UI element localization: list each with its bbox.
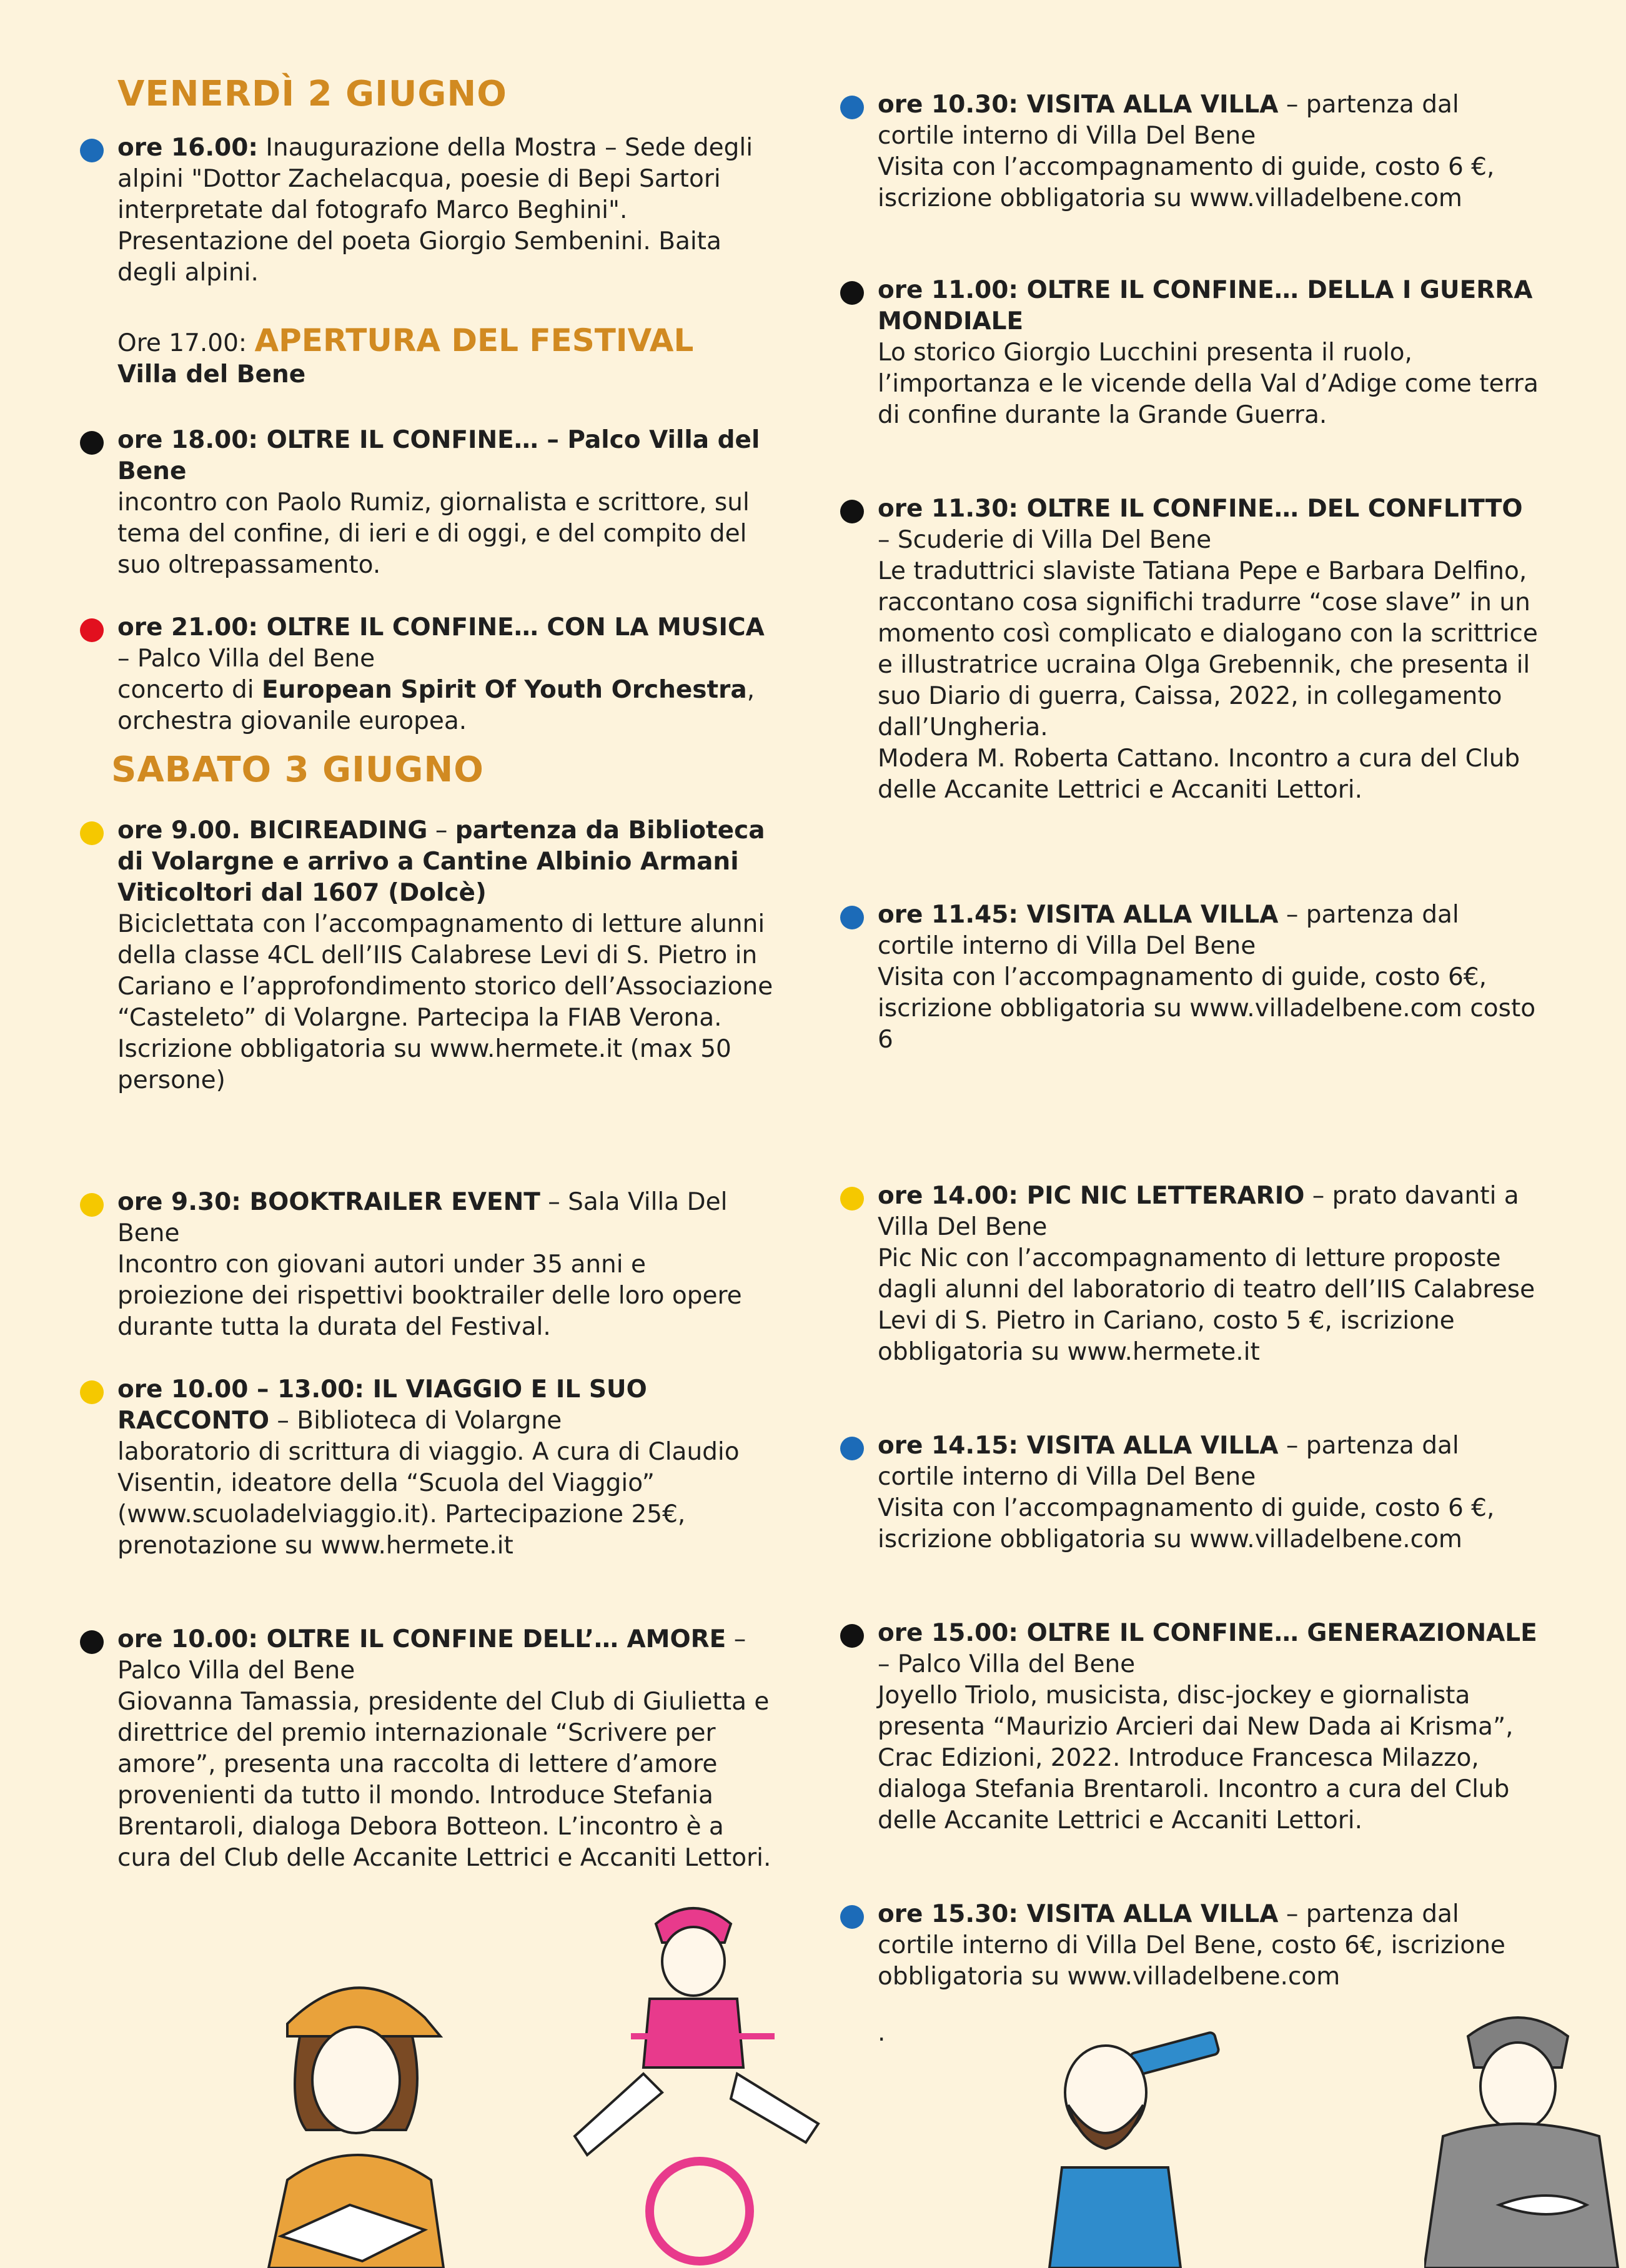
event-0930: ore 9.30: BOOKTRAILER EVENT – Sala Villa Del Bene Incontro con giovani autori under 35 anni e proiezione dei rispettivi booktrailer delle loro opere durante tutta la durata del Festival. xyxy=(117,1187,773,1343)
black-dot-icon xyxy=(80,431,104,455)
black-dot-icon xyxy=(840,500,864,523)
event-1800: ore 18.00: OLTRE IL CONFINE… – Palco Villa del Bene incontro con Paolo Rumiz, giornalista e scrittore, sul tema del confine, di ieri e di oggi, e del compito del suo oltrepassamento. xyxy=(117,425,773,581)
event-festival-opening: Ore 17.00: APERTURA DEL FESTIVAL Villa del Bene xyxy=(117,322,694,389)
event-1100: ore 11.00: OLTRE IL CONFINE… DELLA I GUERRA MONDIALE Lo storico Giorgio Lucchini presenta il ruolo, l’importanza e le vicende della Val d’Adige come terra di confine durante la Grande Guerra. xyxy=(878,275,1540,431)
event-1000-viaggio: ore 10.00 – 13.00: IL VIAGGIO E IL SUO RACCONTO – Biblioteca di Volargne laboratorio di scrittura di viaggio. A cura di Claudio Visentin, ideatore della “Scuola del Viaggio” (www.scuoladelviaggio.it). Partecipazione 25€, prenotazione su www.hermete.it xyxy=(117,1374,773,1562)
yellow-dot-icon xyxy=(80,821,104,845)
event-1145: ore 11.45: VISITA ALLA VILLA – partenza dal cortile interno di Villa Del Bene Visita con l’accompagnamento di guide, costo 6€, iscrizione obbligatoria su www.villadelbene.com costo 6 xyxy=(878,899,1540,1056)
event-1600: ore 16.00: Inaugurazione della Mostra – Sede degli alpini "Dottor Zachelacqua, poesie di Bepi Sartori interpretate dal fotografo Marco Beghini". Presentazione del poeta Giorgio Sembenini. Baita degli alpini. xyxy=(117,132,773,289)
event-1500: ore 15.00: OLTRE IL CONFINE… GENERAZIONALE – Palco Villa del Bene Joyello Triolo, musicista, disc-jockey e giornalista presenta “Maurizio Arcieri dai New Dada ai Krisma”, Crac Edizioni, 2022. Introduce Francesca Milazzo, dialoga Stefania Brentaroli. Incontro a cura del Club delle Accanite Lettrici e Accaniti Lettori. xyxy=(878,1618,1540,1836)
yellow-dot-icon xyxy=(840,1187,864,1211)
event-1400: ore 14.00: PIC NIC LETTERARIO – prato davanti a Villa Del Bene Pic Nic con l’accompagnamento di letture proposte dagli alunni del laboratorio di teatro dell’IIS Calabrese Levi di S. Pietro in Cariano, costo 5 €, iscrizione obbligatoria su www.hermete.it xyxy=(878,1181,1540,1368)
heading-saturday: SABATO 3 GIUGNO xyxy=(111,750,484,790)
telescope-man-illustration xyxy=(1037,2018,1224,2268)
cyclist-illustration xyxy=(550,1886,862,2268)
red-dot-icon xyxy=(80,618,104,642)
heading-friday: VENERDÌ 2 GIUGNO xyxy=(117,74,507,114)
blue-dot-icon xyxy=(80,139,104,162)
event-0900: ore 9.00. BICIREADING – partenza da Biblioteca di Volargne e arrivo a Cantine Albinio Armani Viticoltori dal 1607 (Dolcè) Biciclettata con l’accompagnamento di letture alunni della classe 4CL dell’IIS Calabrese Levi di S. Pietro in Cariano e l’approfondimento storico dell’Associazione “Casteleto” di Volargne. Partecipa la FIAB Verona. Iscrizione obbligatoria su www.hermete.it (max 50 persone) xyxy=(117,815,792,1096)
backpacker-illustration xyxy=(1424,1999,1626,2268)
blue-dot-icon xyxy=(840,906,864,929)
yellow-dot-icon xyxy=(80,1380,104,1404)
yellow-dot-icon xyxy=(80,1193,104,1217)
black-dot-icon xyxy=(80,1630,104,1654)
blue-dot-icon xyxy=(840,96,864,119)
event-1415: ore 14.15: VISITA ALLA VILLA – partenza dal cortile interno di Villa Del Bene Visita con l’accompagnamento di guide, costo 6 €, iscrizione obbligatoria su www.villadelbene.com xyxy=(878,1430,1540,1555)
event-1000-amore: ore 10.00: OLTRE IL CONFINE DELL’… AMORE – Palco Villa del Bene Giovanna Tamassia, presidente del Club di Giulietta e direttrice del premio internazionale “Scrivere per amore”, presenta una raccolta di lettere d’amore provenienti da tutto il mondo. Introduce Stefania Brentaroli, dialoga Debora Botteon. L’incontro è a cura del Club delle Accanite Lettrici e Accaniti Lettori. xyxy=(117,1624,773,1874)
reading-girl-illustration xyxy=(262,1943,450,2268)
black-dot-icon xyxy=(840,1624,864,1648)
event-2100: ore 21.00: OLTRE IL CONFINE… CON LA MUSICA – Palco Villa del Bene concerto di European Spirit Of Youth Orchestra, orchestra giovanile europea. xyxy=(117,612,773,737)
blue-dot-icon xyxy=(840,1437,864,1460)
event-1530: ore 15.30: VISITA ALLA VILLA – partenza dal cortile interno di Villa Del Bene, costo 6€, iscrizione obbligatoria su www.villadelbene.com . xyxy=(878,1899,1540,2049)
event-1130: ore 11.30: OLTRE IL CONFINE… DEL CONFLITTO – Scuderie di Villa Del Bene Le traduttrici slaviste Tatiana Pepe e Barbara Delfino, raccontano cosa significhi tradurre “cose slave” in un momento così complicato e dialogano con la scrittrice e illustratrice ucraina Olga Grebennik, che presenta il suo Diario di guerra, Caissa, 2022, in collegamento dall’Ungheria. Modera M. Roberta Cattano. Incontro a cura del Club delle Accanite Lettrici e Accaniti Lettori. xyxy=(878,493,1540,806)
event-1030: ore 10.30: VISITA ALLA VILLA – partenza dal cortile interno di Villa Del Bene Visita con l’accompagnamento di guide, costo 6 €, iscrizione obbligatoria su www.villadelbene.com xyxy=(878,89,1540,214)
black-dot-icon xyxy=(840,281,864,305)
